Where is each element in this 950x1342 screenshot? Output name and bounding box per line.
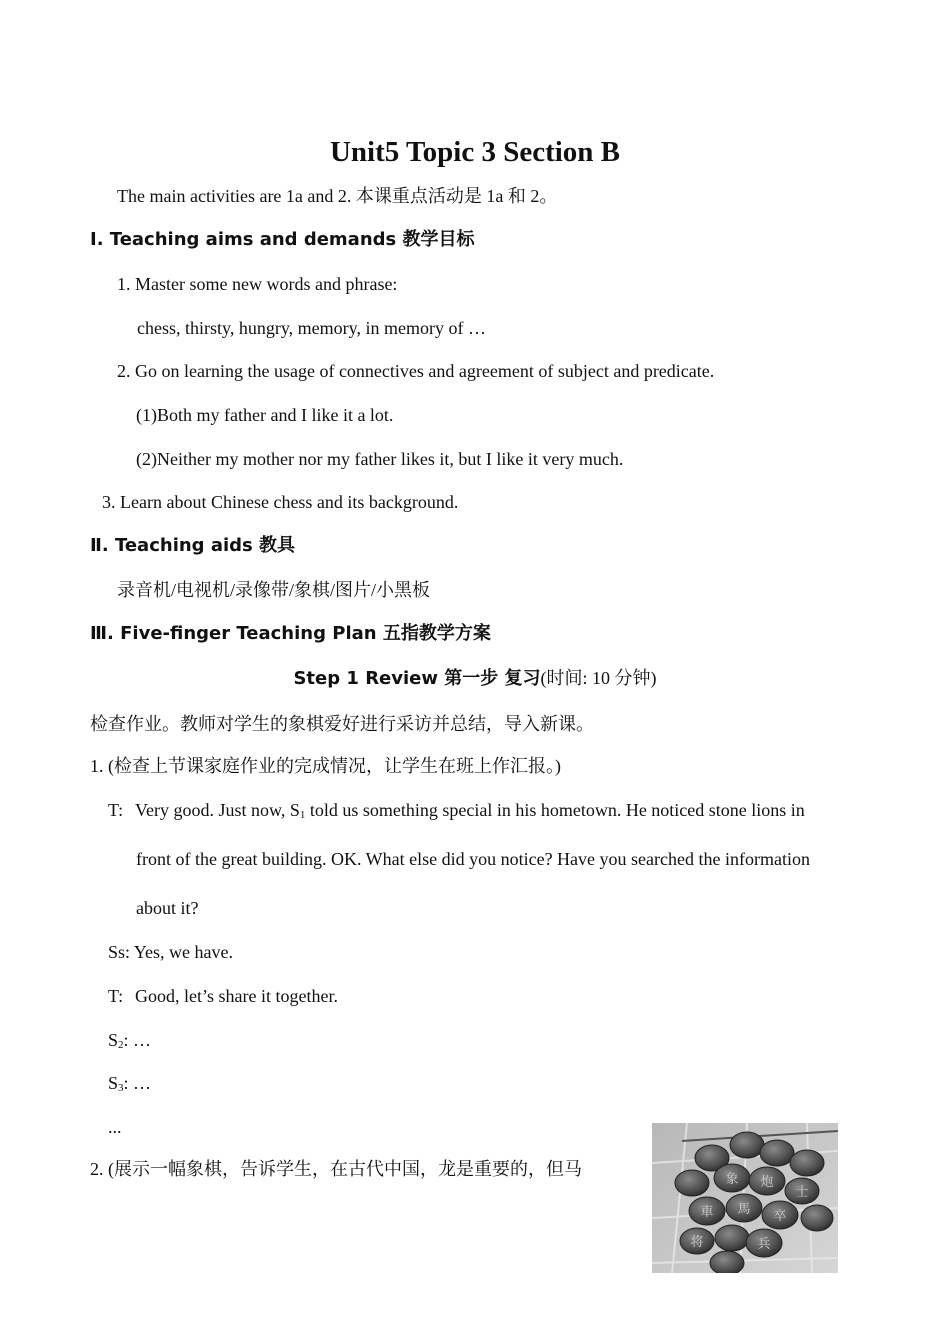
aim-item-2-example-1: (1)Both my father and I like it a lot.: [136, 405, 394, 425]
chess-piece-label: 炮: [760, 1175, 774, 1190]
section-1-title: . Teaching aims and demands 教学目标: [96, 229, 475, 250]
aim-item-1-words: chess, thirsty, hungry, memory, in memory of …: [137, 318, 486, 338]
section-3-title: . Five-finger Teaching Plan 五指教学方案: [107, 623, 491, 644]
chess-piece-label: 卒: [773, 1209, 787, 1224]
aim-item-2-example-2: (2)Neither my mother nor my father likes it, but I like it very much.: [136, 449, 624, 469]
dialogue-ellipsis: ...: [108, 1117, 122, 1137]
section-2-title: . Teaching aids 教具: [101, 535, 296, 556]
section-3-numeral: Ⅲ: [90, 623, 108, 644]
dialogue-teacher-line-1-end: about it?: [136, 898, 199, 918]
section-2-heading: [90, 535, 295, 557]
section-1-heading: [90, 229, 475, 251]
chess-piece-label: 馬: [737, 1202, 751, 1217]
aim-item-3: 3. Learn about Chinese chess and its background.: [102, 492, 459, 512]
document-title: Unit5 Topic 3 Section B: [329, 136, 621, 168]
chess-piece-label: 兵: [757, 1237, 771, 1252]
dialogue-teacher-line-1: T: Very good. Just now, $S_1$ told us something special in his hometown. He noticed stone lions in: [108, 800, 805, 821]
dialogue-teacher-line-1-cont: front of the great building. OK. What else did you notice? Have you searched the information: [136, 849, 810, 869]
speaker-label: T:: [108, 986, 124, 1006]
dialogue-student-3-line: $S_3$: …: [108, 1073, 152, 1094]
dialogue-teacher-line-2: T: Good, let’s share it together.: [108, 986, 338, 1006]
step-1-description: 检查作业。教师对学生的象棋爱好进行采访并总结，导入新课。: [90, 714, 594, 734]
intro-paragraph: The main activities are 1a and 2. 本课重点活动是 1a 和 2。: [117, 186, 558, 206]
dialogue-student-2-line: $S_2$: …: [108, 1030, 152, 1051]
chess-piece-label: 士: [795, 1185, 809, 1200]
chinese-chess-photo: [652, 1123, 838, 1273]
speaker-label: T:: [108, 800, 124, 820]
step-1-heading: [0, 667, 950, 691]
chess-piece-label: 車: [700, 1205, 714, 1220]
chess-pieces-illustration: [652, 1123, 838, 1273]
step-1-item-2: 2. (展示一幅象棋，告诉学生，在古代中国，龙是重要的，但马: [90, 1159, 582, 1179]
chess-piece-label: 象: [725, 1172, 739, 1187]
step-1-item-1: 1. (检查上节课家庭作业的完成情况，让学生在班上作汇报。): [90, 756, 561, 776]
section-3-heading: [90, 623, 491, 645]
step-1-title: Step 1 Review 第一步 复习: [293, 668, 541, 689]
aim-item-2: 2. Go on learning the usage of connectives and agreement of subject and predicate.: [117, 361, 715, 381]
teaching-aids-list: 录音机/电视机/录像带/象棋/图片/小黑板: [117, 580, 431, 600]
section-1-numeral: Ⅰ: [90, 229, 97, 250]
step-1-time: (时间: 10 分钟): [540, 668, 657, 688]
aim-item-1: 1. Master some new words and phrase:: [117, 274, 398, 294]
dialogue-students-line: Ss: Yes, we have.: [108, 942, 234, 962]
chess-piece-label: 将: [690, 1235, 704, 1250]
section-2-numeral: Ⅱ: [90, 535, 102, 556]
